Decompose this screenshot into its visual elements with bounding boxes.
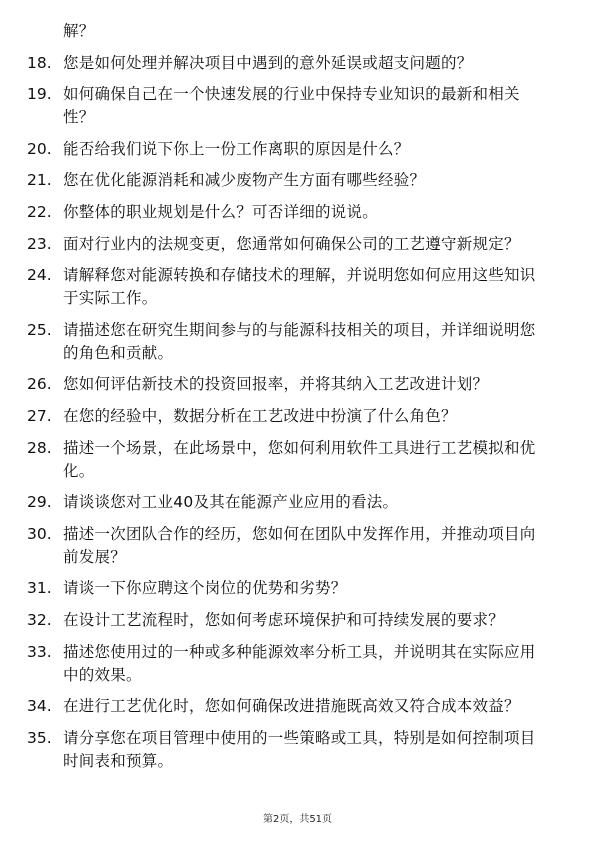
question-item [0, 405, 595, 428]
question-text: 您在优化能源消耗和减少废物产生方面有哪些经验？ [63, 171, 426, 190]
question-number: 18. [27, 53, 52, 72]
question-text: 能否给我们说下你上一份工作离职的原因是什么？ [63, 139, 410, 158]
question-text: 请谈一下你应聘这个岗位的优势和劣势？ [63, 579, 347, 598]
question-number: 35. [27, 728, 52, 747]
question-number: 31. [27, 579, 52, 598]
question-item [0, 523, 595, 569]
question-item [0, 437, 595, 483]
question-text: 您是如何处理并解决项目中遇到的意外延误或超支问题的？ [63, 53, 473, 72]
question-number: 22. [27, 202, 52, 221]
question-item [0, 577, 595, 600]
question-number: 30. [27, 524, 52, 543]
page-footer [0, 813, 595, 827]
question-number: 34. [27, 697, 52, 716]
question-item [0, 727, 595, 773]
question-text: 描述一次团队合作的经历，您如何在团队中发挥作用，并推动项目向前发展？ [63, 524, 536, 566]
question-item [0, 609, 595, 632]
question-text: 面对行业内的法规变更，您通常如何确保公司的工艺遵守新规定？ [63, 234, 520, 253]
question-item [0, 641, 595, 687]
question-text: 在进行工艺优化时，您如何确保改进措施既高效又符合成本效益？ [63, 697, 520, 716]
question-text: 如何确保自己在一个快速发展的行业中保持专业知识的最新和相关性？ [63, 85, 520, 127]
question-item [0, 233, 595, 256]
question-item [0, 52, 595, 75]
question-text: 在设计工艺流程时，您如何考虑环境保护和可持续发展的要求？ [63, 610, 505, 629]
question-text: 你整体的职业规划是什么？可否详细的说说。 [63, 202, 379, 221]
question-item [0, 695, 595, 718]
question-item [0, 319, 595, 365]
page-number: 第2页，共51页 [262, 814, 333, 825]
question-number: 28. [27, 438, 52, 457]
question-number: 21. [27, 171, 52, 190]
question-text: 您如何评估新技术的投资回报率，并将其纳入工艺改进计划？ [63, 375, 489, 394]
question-text: 在您的经验中，数据分析在工艺改进中扮演了什么角色？ [63, 406, 457, 425]
question-item [0, 20, 595, 43]
question-number: 32. [27, 610, 52, 629]
question-number: 27. [27, 406, 52, 425]
question-number: 19. [27, 85, 52, 104]
question-number: 20. [27, 139, 52, 158]
question-number: 24. [27, 266, 52, 285]
question-item [0, 491, 595, 514]
question-item [0, 138, 595, 161]
question-number: 29. [27, 493, 52, 512]
question-list [0, 20, 595, 781]
question-text: 解？ [63, 22, 95, 40]
question-item [0, 201, 595, 224]
question-text: 请描述您在研究生期间参与的与能源科技相关的项目，并详细说明您的角色和贡献。 [63, 320, 536, 362]
question-text: 请分享您在项目管理中使用的一些策略或工具，特别是如何控制项目时间表和预算。 [63, 728, 536, 770]
question-number: 33. [27, 642, 52, 661]
question-text: 请谈谈您对工业40及其在能源产业应用的看法。 [63, 493, 399, 512]
question-item [0, 264, 595, 310]
question-text: 请解释您对能源转换和存储技术的理解，并说明您如何应用这些知识于实际工作。 [63, 266, 536, 308]
question-item [0, 373, 595, 396]
question-number: 23. [27, 234, 52, 253]
question-number: 26. [27, 375, 52, 394]
question-number: 25. [27, 320, 52, 339]
question-item [0, 169, 595, 192]
question-text: 描述一个场景，在此场景中，您如何利用软件工具进行工艺模拟和优化。 [63, 438, 536, 480]
question-text: 描述您使用过的一种或多种能源效率分析工具，并说明其在实际应用中的效果。 [63, 642, 536, 684]
question-item [0, 83, 595, 129]
